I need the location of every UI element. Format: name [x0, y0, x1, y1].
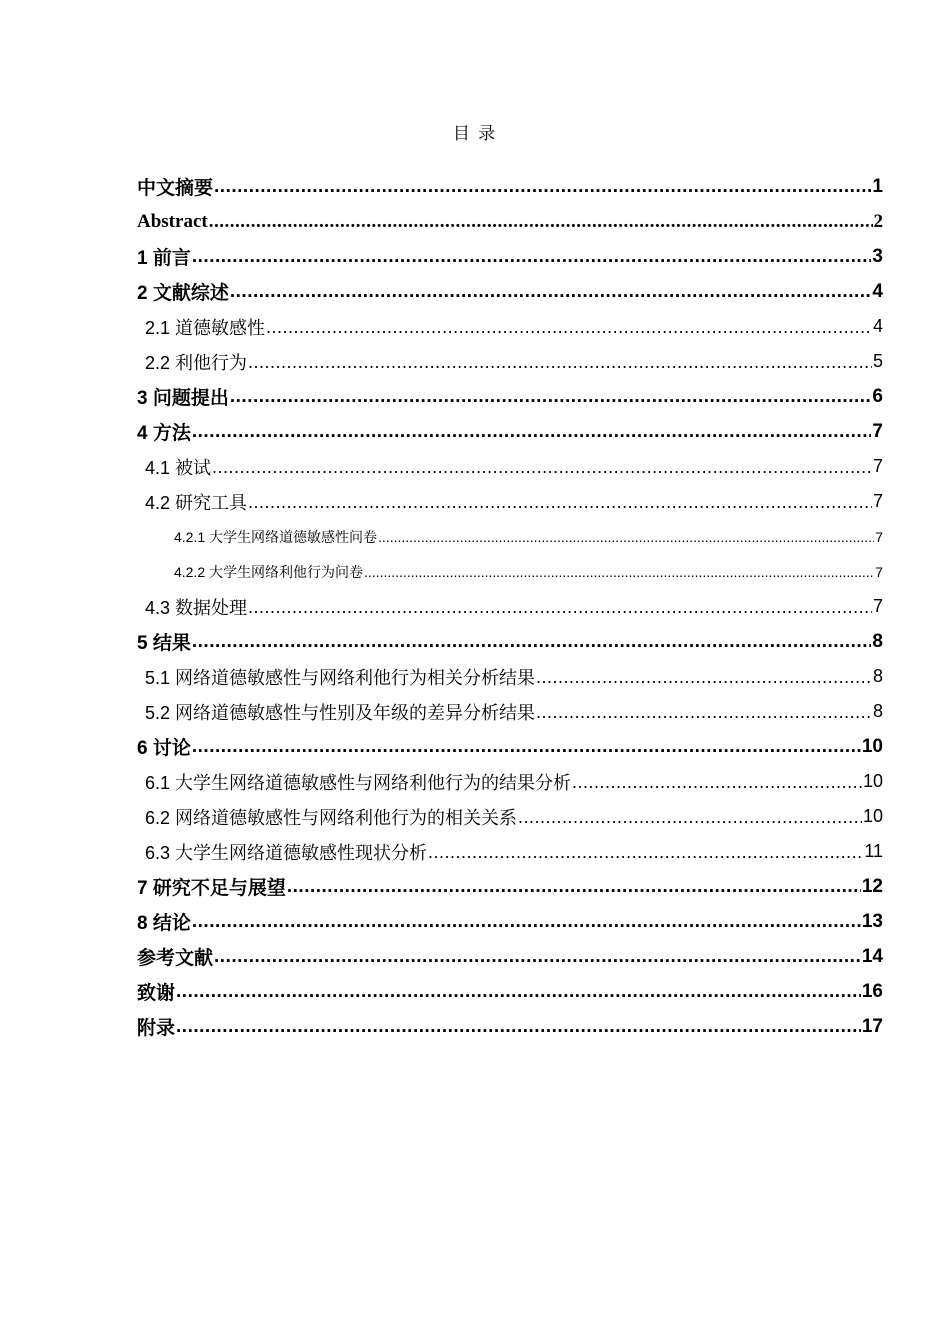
toc-entry-page-number: 5: [872, 351, 883, 371]
dot-leader: [248, 353, 872, 371]
toc-entry-label: 5.2 网络道德敏感性与性别及年级的差异分析结果: [145, 702, 536, 723]
toc-entry[interactable]: [137, 344, 883, 379]
toc-entry-page-number: 3: [872, 245, 883, 267]
dot-leader: [192, 422, 872, 441]
dot-leader: [364, 565, 874, 579]
dot-leader: [176, 1017, 861, 1036]
toc-entry[interactable]: [137, 204, 883, 239]
dot-leader: [248, 493, 872, 511]
toc-entry-label: 6.3 大学生网络道德敏感性现状分析: [145, 842, 428, 863]
toc-entry-page-number: 4: [872, 280, 883, 302]
toc-entry-label: 4.1 被试: [145, 457, 212, 478]
dot-leader: [176, 982, 861, 1001]
toc-entry[interactable]: [137, 799, 883, 834]
toc-entry-page-number: 8: [872, 630, 883, 652]
toc-entry-label: Abstract: [137, 210, 208, 232]
toc-entry[interactable]: [137, 729, 883, 764]
dot-leader: [209, 212, 873, 231]
toc-entry-page-number: 16: [861, 980, 883, 1002]
toc-entry-label: 3 问题提出: [137, 388, 229, 409]
toc-entry[interactable]: [137, 834, 883, 869]
toc-entry-page-number: 7: [875, 563, 883, 580]
toc-entry[interactable]: [137, 589, 883, 624]
dot-leader: [230, 282, 872, 301]
toc-entry[interactable]: [137, 764, 883, 799]
dot-leader: [287, 877, 861, 896]
dot-leader: [192, 247, 872, 266]
toc-entry-label: 5 结果: [137, 633, 191, 654]
toc-entry-page-number: 8: [872, 701, 883, 721]
toc-entry-label: 参考文献: [137, 948, 214, 969]
toc-entry[interactable]: [137, 239, 883, 274]
toc-entry-page-number: 10: [862, 806, 883, 826]
toc-entry-page-number: 12: [861, 875, 883, 897]
dot-leader: [192, 912, 861, 931]
toc-entry[interactable]: [137, 414, 883, 449]
toc-entry[interactable]: [137, 694, 883, 729]
toc-entry[interactable]: [137, 939, 883, 974]
toc-entry[interactable]: [137, 904, 883, 939]
toc-entry-label: 8 结论: [137, 913, 191, 934]
toc-entry[interactable]: [137, 659, 883, 694]
dot-leader: [192, 737, 861, 756]
toc-entry-label: 6.1 大学生网络道德敏感性与网络利他行为的结果分析: [145, 772, 572, 793]
toc-entry-label: 致谢: [137, 983, 176, 1004]
toc-entry-page-number: 4: [872, 316, 883, 336]
toc-entry-page-number: 7: [872, 456, 883, 476]
toc-entry[interactable]: [137, 624, 883, 659]
toc-entry-label: 2.2 利他行为: [145, 352, 248, 373]
dot-leader: [214, 947, 861, 966]
dot-leader: [230, 387, 872, 406]
toc-entry[interactable]: [137, 484, 883, 519]
toc-entry-page-number: 1: [872, 175, 883, 197]
toc-entry-label: 2 文献综述: [137, 283, 229, 304]
toc-entry-label: 4.2.2 大学生网络利他行为问卷: [174, 563, 364, 580]
toc-entry-label: 5.1 网络道德敏感性与网络利他行为相关分析结果: [145, 667, 536, 688]
toc-entry-label: 1 前言: [137, 248, 191, 269]
toc-entry[interactable]: [137, 1009, 883, 1044]
toc-entry-page-number: 14: [861, 945, 883, 967]
table-of-contents: [137, 169, 883, 1044]
toc-entry[interactable]: [137, 554, 883, 589]
toc-entry-label: 中文摘要: [137, 178, 214, 199]
toc-entry[interactable]: [137, 169, 883, 204]
toc-entry-label: 4.2.1 大学生网络道德敏感性问卷: [174, 528, 378, 545]
toc-title: 目 录: [452, 124, 498, 143]
toc-entry-page-number: 10: [862, 771, 883, 791]
dot-leader: [214, 177, 871, 196]
dot-leader: [248, 598, 872, 616]
toc-entry[interactable]: [137, 449, 883, 484]
toc-entry-page-number: 10: [861, 735, 883, 757]
dot-leader: [572, 773, 862, 791]
toc-entry-label: 4 方法: [137, 423, 191, 444]
toc-entry-page-number: 7: [875, 528, 883, 545]
toc-entry-page-number: 8: [872, 666, 883, 686]
toc-entry-page-number: 6: [872, 385, 883, 407]
dot-leader: [192, 632, 872, 651]
dot-leader: [212, 458, 872, 476]
toc-entry-label: 4.3 数据处理: [145, 597, 248, 618]
toc-entry[interactable]: [137, 274, 883, 309]
toc-entry[interactable]: [137, 519, 883, 554]
dot-leader: [518, 808, 862, 826]
dot-leader: [266, 318, 872, 336]
toc-entry-page-number: 13: [861, 910, 883, 932]
dot-leader: [378, 530, 874, 544]
toc-entry-page-number: 7: [872, 491, 883, 511]
toc-entry-label: 附录: [137, 1018, 176, 1039]
toc-entry-page-number: 17: [861, 1015, 883, 1037]
toc-entry-page-number: 2: [873, 210, 883, 232]
toc-entry-label: 6 讨论: [137, 738, 191, 759]
toc-entry-label: 2.1 道德敏感性: [145, 317, 266, 338]
toc-entry-page-number: 7: [872, 596, 883, 616]
toc-entry[interactable]: [137, 309, 883, 344]
toc-entry-page-number: 11: [864, 841, 883, 861]
toc-entry-label: 4.2 研究工具: [145, 492, 248, 513]
toc-entry-label: 6.2 网络道德敏感性与网络利他行为的相关关系: [145, 807, 518, 828]
toc-entry-page-number: 7: [872, 420, 883, 442]
toc-entry[interactable]: [137, 869, 883, 904]
dot-leader: [428, 843, 863, 861]
dot-leader: [536, 668, 872, 686]
toc-entry-label: 7 研究不足与展望: [137, 878, 286, 899]
dot-leader: [536, 703, 872, 721]
toc-entry[interactable]: [137, 974, 883, 1009]
toc-entry[interactable]: [137, 379, 883, 414]
